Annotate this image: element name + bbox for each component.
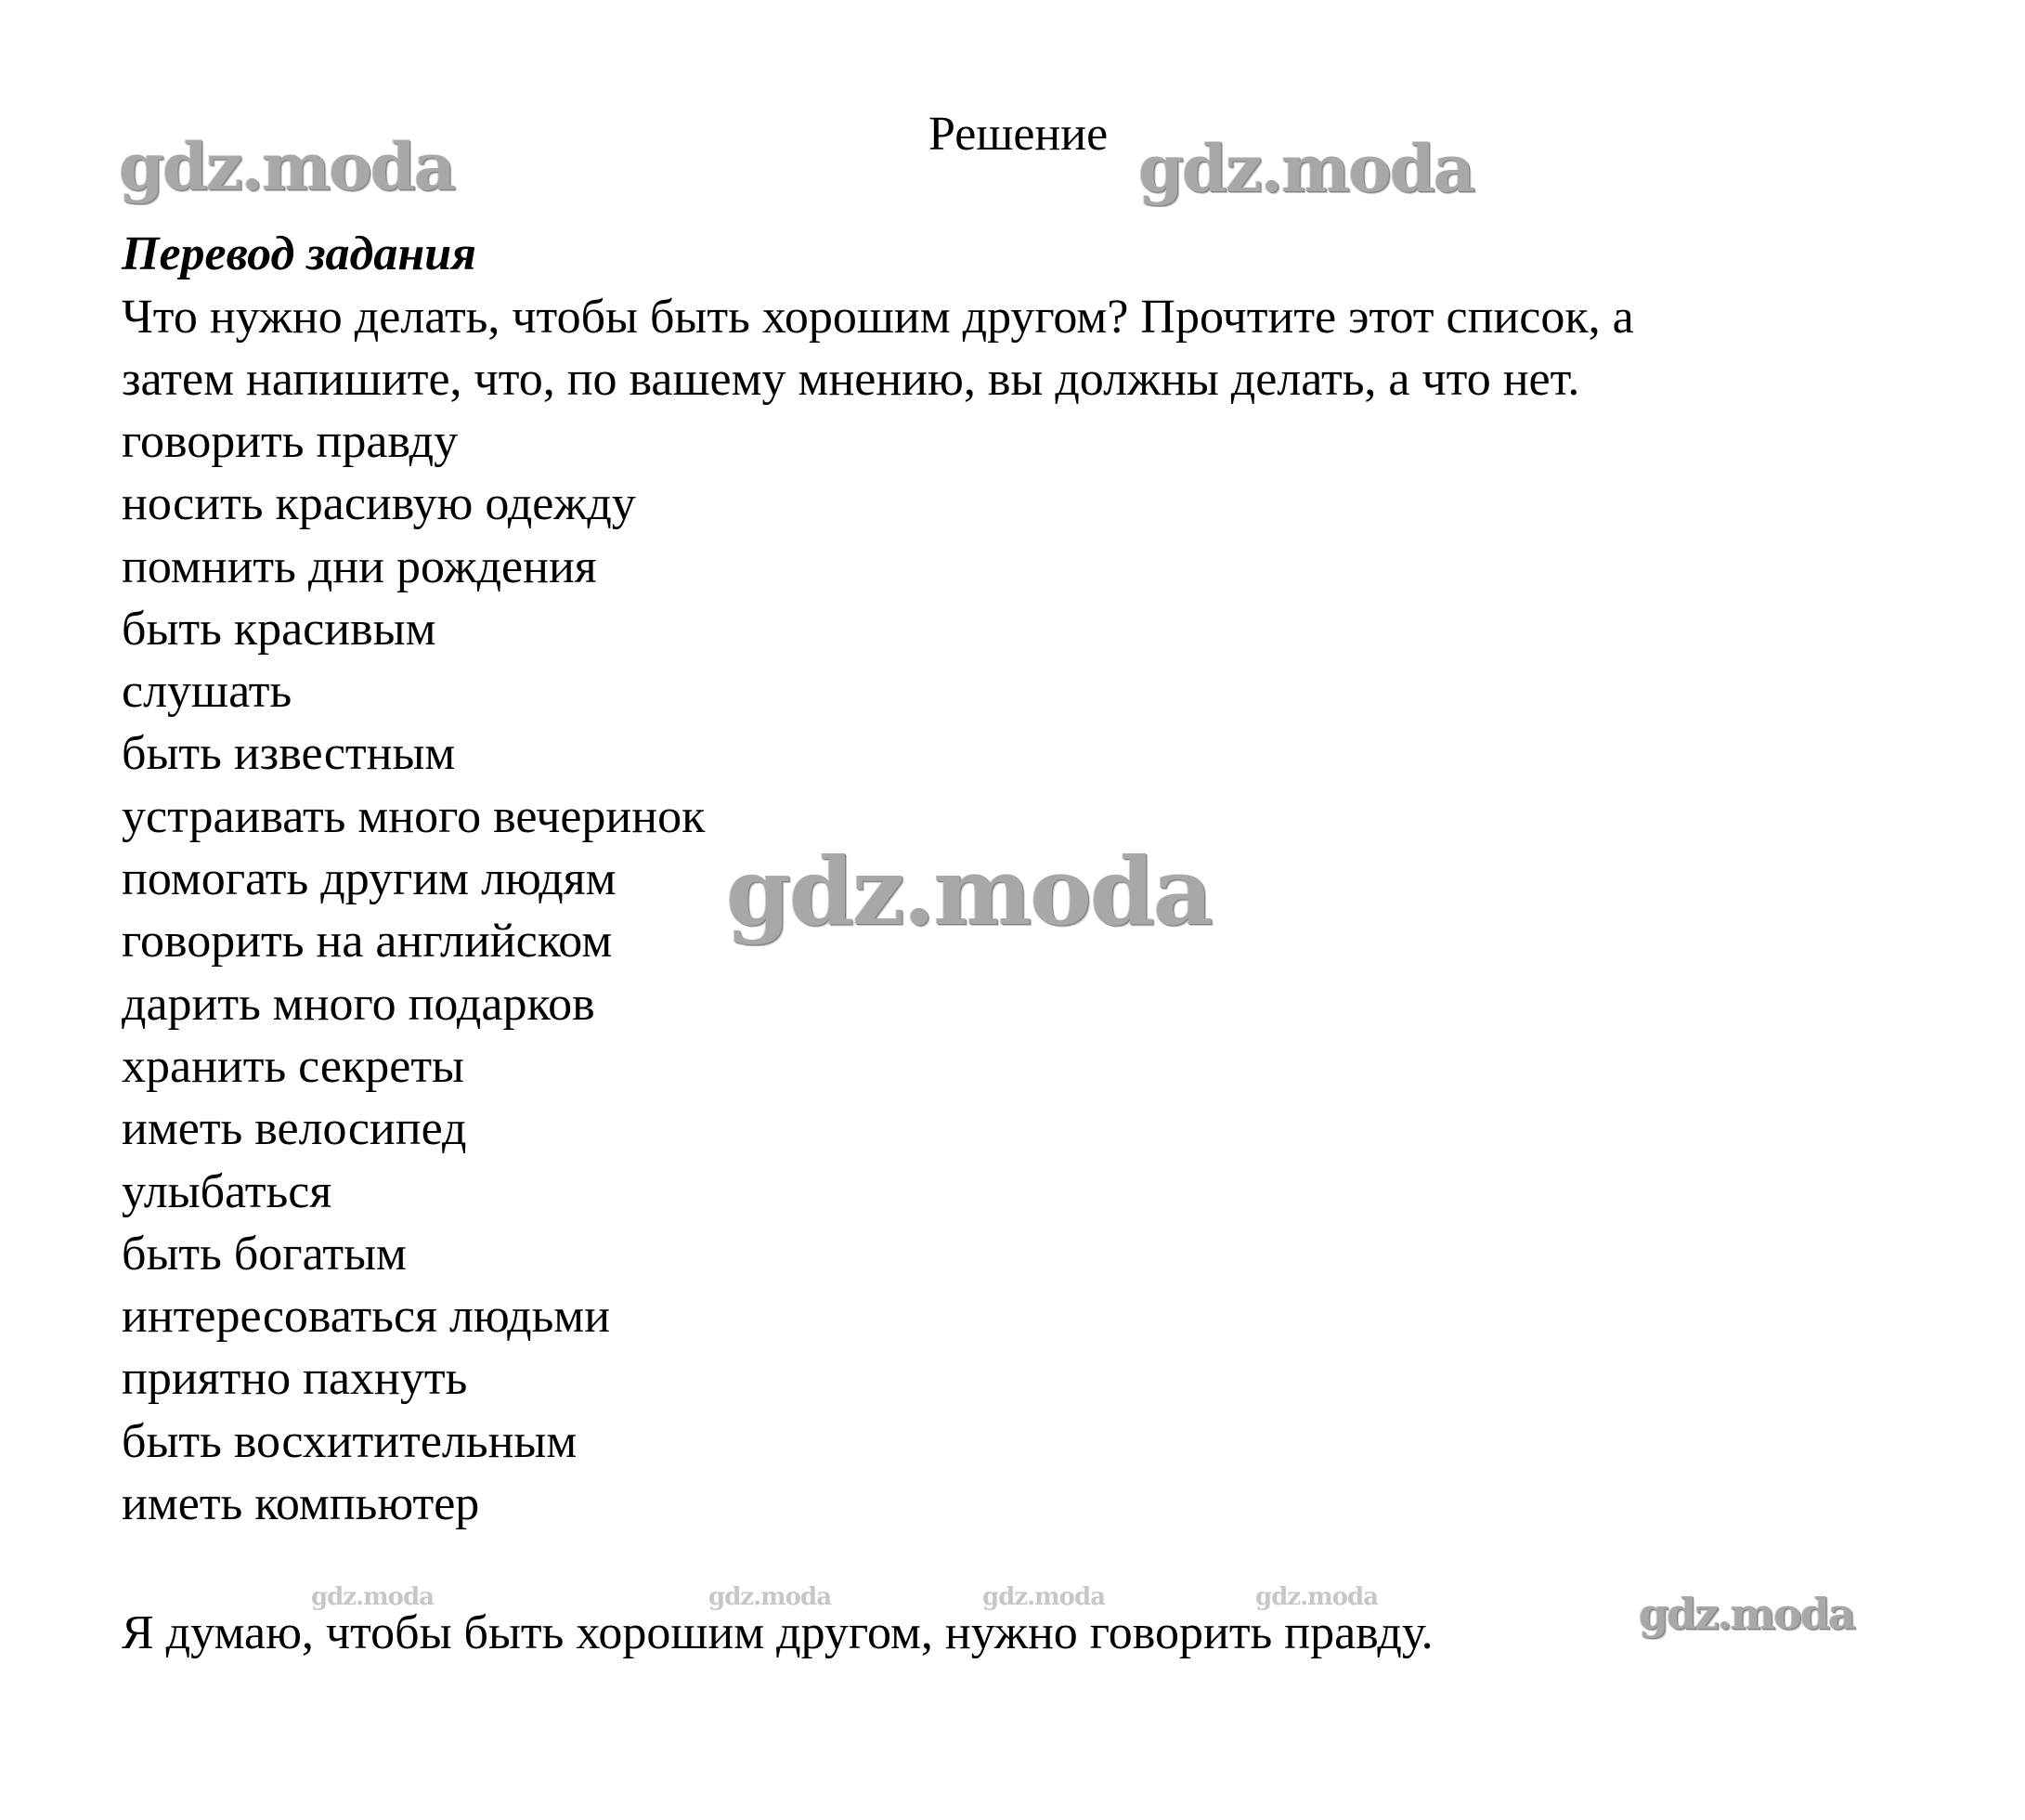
list-item: быть красивым xyxy=(122,602,436,656)
watermark: gdz.moda xyxy=(982,1583,1106,1611)
list-item: улыбаться xyxy=(122,1164,332,1218)
list-item: говорить правду xyxy=(122,415,459,468)
list-item: быть восхитительным xyxy=(122,1414,578,1468)
options-list xyxy=(122,410,705,1535)
solution-heading: Решение xyxy=(928,108,1109,161)
watermark: gdz.moda xyxy=(1138,130,1474,207)
list-item: дарить много подарков xyxy=(122,977,595,1031)
task-intro xyxy=(122,286,1634,410)
list-item: быть богатым xyxy=(122,1227,407,1280)
watermark: gdz.moda xyxy=(726,837,1212,946)
list-item: приятно пахнуть xyxy=(122,1352,468,1406)
list-item: слушать xyxy=(122,665,292,719)
list-item: интересоваться людьми xyxy=(122,1290,611,1344)
intro-line: затем напишите, что, по вашему мнению, вы должны делать, а что нет. xyxy=(122,353,1580,406)
watermark: gdz.moda xyxy=(311,1583,435,1611)
intro-line: Что нужно делать, чтобы быть хорошим другом? Прочтите этот список, а xyxy=(122,291,1634,344)
watermark: gdz.moda xyxy=(1255,1583,1379,1611)
list-item: хранить секреты xyxy=(122,1039,464,1093)
list-item: помогать другим людям xyxy=(122,852,617,906)
list-item: носить красивую одежду xyxy=(122,477,636,531)
list-item: помнить дни рождения xyxy=(122,540,597,593)
task-translation-title: Перевод задания xyxy=(122,228,476,280)
list-item: иметь велосипед xyxy=(122,1102,467,1156)
list-item: иметь компьютер xyxy=(122,1477,480,1531)
list-item: устраивать много вечеринок xyxy=(122,789,706,843)
list-item: говорить на английском xyxy=(122,915,613,968)
list-item: быть известным xyxy=(122,727,456,781)
answer-text: Я думаю, чтобы быть хорошим другом, нужно говорить правду. xyxy=(122,1606,1434,1659)
watermark: gdz.moda xyxy=(1639,1589,1854,1639)
watermark: gdz.moda xyxy=(119,128,455,205)
watermark: gdz.moda xyxy=(708,1583,832,1611)
